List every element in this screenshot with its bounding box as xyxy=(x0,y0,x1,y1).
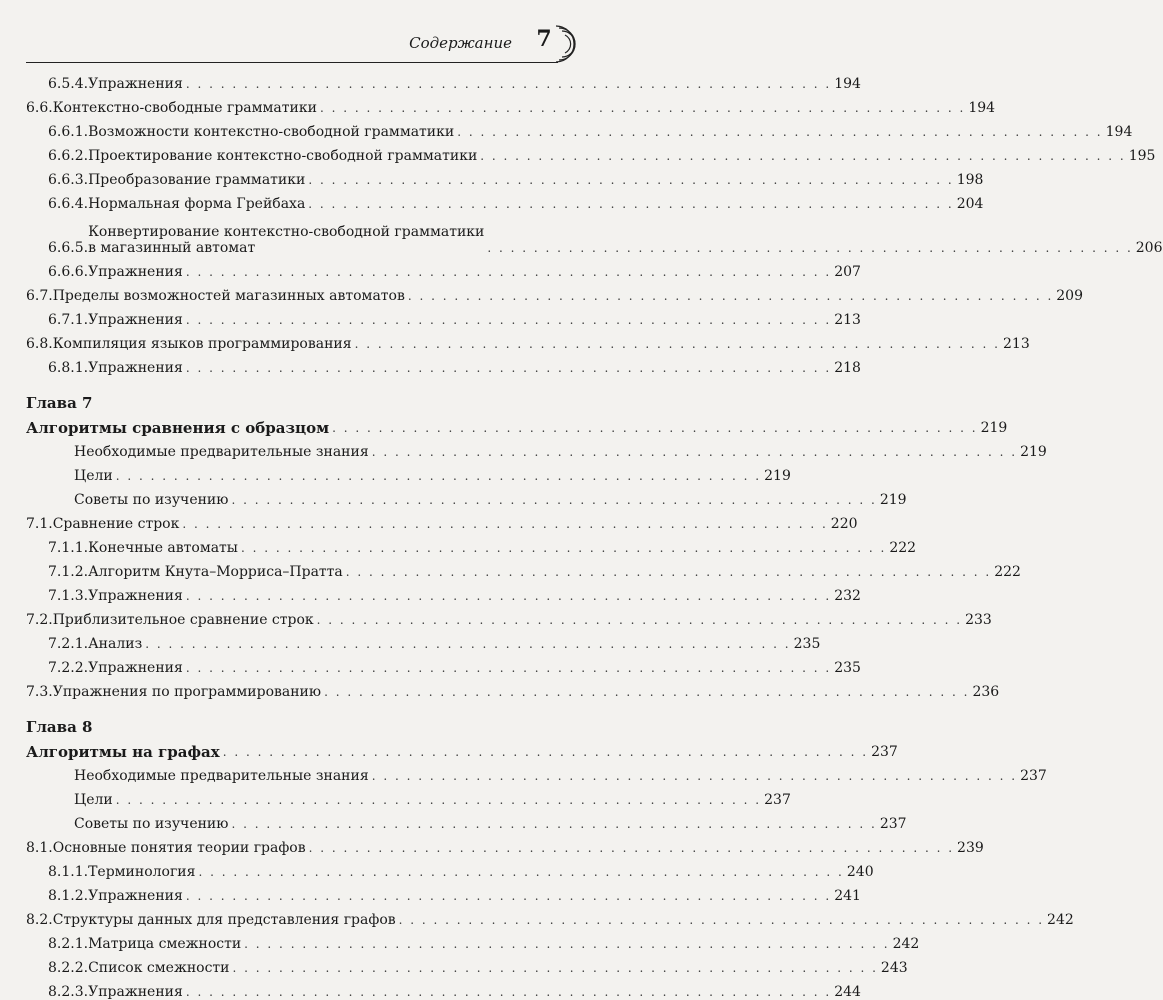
entry-number: 8.2.2. xyxy=(48,960,89,976)
entry-title: Терминология xyxy=(88,864,196,880)
toc-entry xyxy=(26,532,917,556)
entry-page: 244 xyxy=(834,984,861,1000)
dot-leader: . . . . . . . . . . . . . . . . . . . . . . . . . . . . . . . . . . . . . . . . . . . . . . . . . . . . . . . . xyxy=(115,793,762,807)
entry-page: 209 xyxy=(1056,288,1083,304)
toc-entry xyxy=(26,652,861,676)
dot-leader: . . . . . . . . . . . . . . . . . . . . . . . . . . . . . . . . . . . . . . . . . . . . . . . . . . . . . . . . xyxy=(308,197,954,211)
toc-entry xyxy=(26,436,1047,460)
dot-leader: . . . . . . . . . . . . . . . . . . . . . . . . . . . . . . . . . . . . . . . . . . . . . . . . . . . . . . . . xyxy=(222,745,869,759)
entry-title xyxy=(88,224,484,256)
entry-title: Необходимые предварительные знания xyxy=(74,768,369,784)
entry-page: 242 xyxy=(1047,912,1074,928)
page-number: 7 xyxy=(536,26,552,52)
dot-leader: . . . . . . . . . . . . . . . . . . . . . . . . . . . . . . . . . . . . . . . . . . . . . . . . . . . . . . . . xyxy=(308,841,955,855)
entry-number: 6.8. xyxy=(26,336,53,352)
dot-leader: . . . . . . . . . . . . . . . . . . . . . . . . . . . . . . . . . . . . . . . . . . . . . . . . . . . . . . . . xyxy=(244,937,890,951)
dot-leader: . . . . . . . . . . . . . . . . . . . . . . . . . . . . . . . . . . . . . . . . . . . . . . . . . . . . . . . . xyxy=(345,565,992,579)
entry-page: 198 xyxy=(956,172,984,188)
toc-entry xyxy=(26,808,907,832)
entry-title: Советы по изучению xyxy=(74,492,229,508)
entry-page: 194 xyxy=(968,100,996,116)
entry-page: 219 xyxy=(879,492,907,508)
dot-leader: . . . . . . . . . . . . . . . . . . . . . . . . . . . . . . . . . . . . . . . . . . . . . . . . . . . . . . . . xyxy=(354,337,1000,351)
toc-entry xyxy=(26,328,1030,352)
entry-title: Упражнения xyxy=(88,360,183,376)
toc-entry xyxy=(26,904,1074,928)
dot-leader: . . . . . . . . . . . . . . . . . . . . . . . . . . . . . . . . . . . . . . . . . . . . . . . . . . . . . . . . xyxy=(115,469,762,483)
entry-number: 6.6.1. xyxy=(48,124,89,140)
entry-number: 7.1. xyxy=(26,516,53,532)
entry-number: 7.1.2. xyxy=(48,564,89,580)
toc-entry xyxy=(26,676,1000,700)
toc-entry xyxy=(26,92,996,116)
toc-entry xyxy=(26,880,861,904)
entry-page: 240 xyxy=(846,864,874,880)
toc-entry xyxy=(26,116,1133,140)
entry-number: 6.6.5. xyxy=(48,240,89,256)
entry-title: Компиляция языков программирования xyxy=(52,336,352,352)
toc-entry xyxy=(26,628,821,652)
dot-leader: . . . . . . . . . . . . . . . . . . . . . . . . . . . . . . . . . . . . . . . . . . . . . . . . . . . . . . . . xyxy=(185,265,832,279)
dot-leader: . . . . . . . . . . . . . . . . . . . . . . . . . . . . . . . . . . . . . . . . . . . . . . . . . . . . . . . . xyxy=(324,685,970,699)
entry-number: 6.7. xyxy=(26,288,53,304)
entry-title: Необходимые предварительные знания xyxy=(74,444,369,460)
entry-title: Конечные автоматы xyxy=(88,540,238,556)
entry-page: 194 xyxy=(834,76,861,92)
entry-title: Упражнения xyxy=(88,264,183,280)
entry-title: Упражнения xyxy=(88,588,183,604)
entry-page: 219 xyxy=(1020,444,1047,460)
entry-page: 204 xyxy=(956,196,984,212)
entry-page: 237 xyxy=(1020,768,1047,784)
entry-number: 8.1. xyxy=(26,840,53,856)
dot-leader: . . . . . . . . . . . . . . . . . . . . . . . . . . . . . . . . . . . . . . . . . . . . . . . . . . . . . . . . xyxy=(232,961,878,975)
dot-leader: . . . . . . . . . . . . . . . . . . . . . . . . . . . . . . . . . . . . . . . . . . . . . . . . . . . . . . . . xyxy=(185,313,832,327)
toc-entry xyxy=(26,604,992,628)
entry-page: 206 xyxy=(1135,240,1163,256)
entry-number: 6.6.4. xyxy=(48,196,89,212)
entry-page: 213 xyxy=(1003,336,1030,352)
toc-entry xyxy=(26,212,1163,256)
entry-page: 241 xyxy=(834,888,861,904)
toc-entry xyxy=(26,760,1047,784)
entry-title: Упражнения xyxy=(88,984,183,1000)
chapter-title: Алгоритмы на графах xyxy=(26,743,220,761)
dot-leader: . . . . . . . . . . . . . . . . . . . . . . . . . . . . . . . . . . . . . . . . . . . . . . . . . . . . . . . . xyxy=(308,173,954,187)
dot-leader: . . . . . . . . . . . . . . . . . . . . . . . . . . . . . . . . . . . . . . . . . . . . . . . . . . . . . . . . xyxy=(231,493,877,507)
dot-leader: . . . . . . . . . . . . . . . . . . . . . . . . . . . . . . . . . . . . . . . . . . . . . . . . . . . . . . . . xyxy=(231,817,877,831)
dot-leader: . . . . . . . . . . . . . . . . . . . . . . . . . . . . . . . . . . . . . . . . . . . . . . . . . . . . . . . . xyxy=(319,101,966,115)
header-rule xyxy=(26,62,558,63)
entry-title-line: Конвертирование контекстно-свободной грамматики xyxy=(88,224,485,240)
entry-title: Пределы возможностей магазинных автоматов xyxy=(52,288,405,304)
chapter-label: Глава 8 xyxy=(26,718,93,736)
entry-title: Возможности контекстно-свободной грамматики xyxy=(88,124,455,140)
entry-page: 218 xyxy=(834,360,861,376)
entry-title: Список смежности xyxy=(88,960,230,976)
dot-leader: . . . . . . . . . . . . . . . . . . . . . . . . . . . . . . . . . . . . . . . . . . . . . . . . . . . . . . . . xyxy=(407,289,1054,303)
entry-page: 220 xyxy=(830,516,858,532)
entry-number: 6.8.1. xyxy=(48,360,89,376)
entry-number: 8.2.1. xyxy=(48,936,89,952)
chapter-title-row xyxy=(26,736,898,761)
entry-page: 195 xyxy=(1128,148,1156,164)
entry-title: Преобразование грамматики xyxy=(88,172,306,188)
entry-number: 8.1.1. xyxy=(48,864,89,880)
entry-title-line: в магазинный автомат xyxy=(88,240,256,256)
entry-number: 6.7.1. xyxy=(48,312,89,328)
chapter-page: 237 xyxy=(871,744,898,760)
dot-leader: . . . . . . . . . . . . . . . . . . . . . . . . . . . . . . . . . . . . . . . . . . . . . . . . . . . . . . . . xyxy=(185,661,832,675)
toc-entry xyxy=(26,784,791,808)
entry-title: Упражнения xyxy=(88,888,183,904)
dot-leader: . . . . . . . . . . . . . . . . . . . . . . . . . . . . . . . . . . . . . . . . . . . . . . . . . . . . . . . . xyxy=(316,613,963,627)
entry-page: 237 xyxy=(879,816,907,832)
entry-page: 237 xyxy=(764,792,791,808)
toc-entry xyxy=(26,68,861,92)
entry-page: 222 xyxy=(994,564,1021,580)
entry-title: Цели xyxy=(74,792,113,808)
toc-entry xyxy=(26,952,908,976)
toc-entry xyxy=(26,556,1021,580)
entry-page: 242 xyxy=(892,936,920,952)
dot-leader: . . . . . . . . . . . . . . . . . . . . . . . . . . . . . . . . . . . . . . . . . . . . . . . . . . . . . . . . xyxy=(487,241,1133,255)
entry-number: 7.2. xyxy=(26,612,53,628)
entry-title: Упражнения xyxy=(88,76,183,92)
toc-entry xyxy=(26,856,874,880)
entry-number: 8.2. xyxy=(26,912,53,928)
dot-leader: . . . . . . . . . . . . . . . . . . . . . . . . . . . . . . . . . . . . . . . . . . . . . . . . . . . . . . . . xyxy=(371,769,1018,783)
toc-entry xyxy=(26,140,1156,164)
entry-page: 194 xyxy=(1105,124,1133,140)
entry-title: Структуры данных для представления графов xyxy=(52,912,396,928)
entry-number: 7.2.2. xyxy=(48,660,89,676)
entry-title: Матрица смежности xyxy=(88,936,242,952)
entry-title: Основные понятия теории графов xyxy=(52,840,306,856)
entry-page: 233 xyxy=(965,612,992,628)
dot-leader: . . . . . . . . . . . . . . . . . . . . . . . . . . . . . . . . . . . . . . . . . . . . . . . . . . . . . . . . xyxy=(185,889,832,903)
entry-page: 239 xyxy=(957,840,984,856)
entry-page: 235 xyxy=(834,660,861,676)
toc-entry xyxy=(26,460,791,484)
entry-number: 6.6.3. xyxy=(48,172,89,188)
dot-leader: . . . . . . . . . . . . . . . . . . . . . . . . . . . . . . . . . . . . . . . . . . . . . . . . . . . . . . . . xyxy=(185,361,832,375)
entry-number: 6.5.4. xyxy=(48,76,89,92)
dot-leader: . . . . . . . . . . . . . . . . . . . . . . . . . . . . . . . . . . . . . . . . . . . . . . . . . . . . . . . . xyxy=(198,865,844,879)
entry-title: Приблизительное сравнение строк xyxy=(52,612,314,628)
page-number-badge xyxy=(526,22,570,66)
entry-page: 213 xyxy=(834,312,861,328)
dot-leader: . . . . . . . . . . . . . . . . . . . . . . . . . . . . . . . . . . . . . . . . . . . . . . . . . . . . . . . . xyxy=(185,589,832,603)
chapter-page: 219 xyxy=(980,420,1008,436)
entry-title: Контекстно-свободные грамматики xyxy=(52,100,317,116)
toc-entry xyxy=(26,580,861,604)
entry-page: 207 xyxy=(834,264,861,280)
entry-page: 222 xyxy=(889,540,917,556)
entry-title: Упражнения xyxy=(88,312,183,328)
entry-title: Анализ xyxy=(88,636,143,652)
chapter-title-row xyxy=(26,412,1008,437)
dot-leader: . . . . . . . . . . . . . . . . . . . . . . . . . . . . . . . . . . . . . . . . . . . . . . . . . . . . . . . . xyxy=(457,125,1103,139)
dot-leader: . . . . . . . . . . . . . . . . . . . . . . . . . . . . . . . . . . . . . . . . . . . . . . . . . . . . . . . . xyxy=(145,637,791,651)
dot-leader: . . . . . . . . . . . . . . . . . . . . . . . . . . . . . . . . . . . . . . . . . . . . . . . . . . . . . . . . xyxy=(185,77,832,91)
entry-number: 6.6.6. xyxy=(48,264,89,280)
toc-entry xyxy=(26,188,984,212)
toc-entry xyxy=(26,164,984,188)
entry-page: 236 xyxy=(972,684,1000,700)
table-of-contents xyxy=(26,68,1163,1000)
dot-leader: . . . . . . . . . . . . . . . . . . . . . . . . . . . . . . . . . . . . . . . . . . . . . . . . . . . . . . . . xyxy=(371,445,1018,459)
entry-page: 235 xyxy=(793,636,821,652)
toc-entry xyxy=(26,256,861,280)
entry-title: Цели xyxy=(74,468,113,484)
entry-title: Упражнения по программированию xyxy=(52,684,322,700)
entry-number: 6.6. xyxy=(26,100,53,116)
entry-page: 243 xyxy=(880,960,908,976)
dot-leader: . . . . . . . . . . . . . . . . . . . . . . . . . . . . . . . . . . . . . . . . . . . . . . . . . . . . . . . . xyxy=(398,913,1045,927)
toc-entry xyxy=(26,928,920,952)
entry-title: Советы по изучению xyxy=(74,816,229,832)
entry-title: Нормальная форма Грейбаха xyxy=(88,196,306,212)
entry-number: 7.2.1. xyxy=(48,636,89,652)
dot-leader: . . . . . . . . . . . . . . . . . . . . . . . . . . . . . . . . . . . . . . . . . . . . . . . . . . . . . . . . xyxy=(332,421,978,435)
entry-number: 6.6.2. xyxy=(48,148,89,164)
entry-number: 7.3. xyxy=(26,684,53,700)
dot-leader: . . . . . . . . . . . . . . . . . . . . . . . . . . . . . . . . . . . . . . . . . . . . . . . . . . . . . . . . xyxy=(182,517,828,531)
entry-number: 7.1.1. xyxy=(48,540,89,556)
entry-title: Алгоритм Кнута–Морриса–Пратта xyxy=(88,564,343,580)
toc-entry xyxy=(26,484,907,508)
chapter-label: Глава 7 xyxy=(26,394,93,412)
chapter-title: Алгоритмы сравнения с образцом xyxy=(26,419,330,437)
entry-page: 232 xyxy=(834,588,861,604)
entry-page: 219 xyxy=(764,468,791,484)
entry-title: Упражнения xyxy=(88,660,183,676)
entry-number: 8.2.3. xyxy=(48,984,89,1000)
toc-entry xyxy=(26,352,861,376)
entry-number: 8.1.2. xyxy=(48,888,89,904)
toc-entry xyxy=(26,832,984,856)
entry-title: Сравнение строк xyxy=(52,516,180,532)
dot-leader: . . . . . . . . . . . . . . . . . . . . . . . . . . . . . . . . . . . . . . . . . . . . . . . . . . . . . . . . xyxy=(480,149,1126,163)
toc-entry xyxy=(26,280,1083,304)
dot-leader: . . . . . . . . . . . . . . . . . . . . . . . . . . . . . . . . . . . . . . . . . . . . . . . . . . . . . . . . xyxy=(185,985,832,999)
entry-number: 7.1.3. xyxy=(48,588,89,604)
toc-entry xyxy=(26,976,861,1000)
dot-leader: . . . . . . . . . . . . . . . . . . . . . . . . . . . . . . . . . . . . . . . . . . . . . . . . . . . . . . . . xyxy=(240,541,887,555)
entry-title: Проектирование контекстно-свободной грамматики xyxy=(88,148,478,164)
toc-entry xyxy=(26,508,858,532)
running-title: Содержание xyxy=(409,34,512,52)
toc-entry xyxy=(26,304,861,328)
